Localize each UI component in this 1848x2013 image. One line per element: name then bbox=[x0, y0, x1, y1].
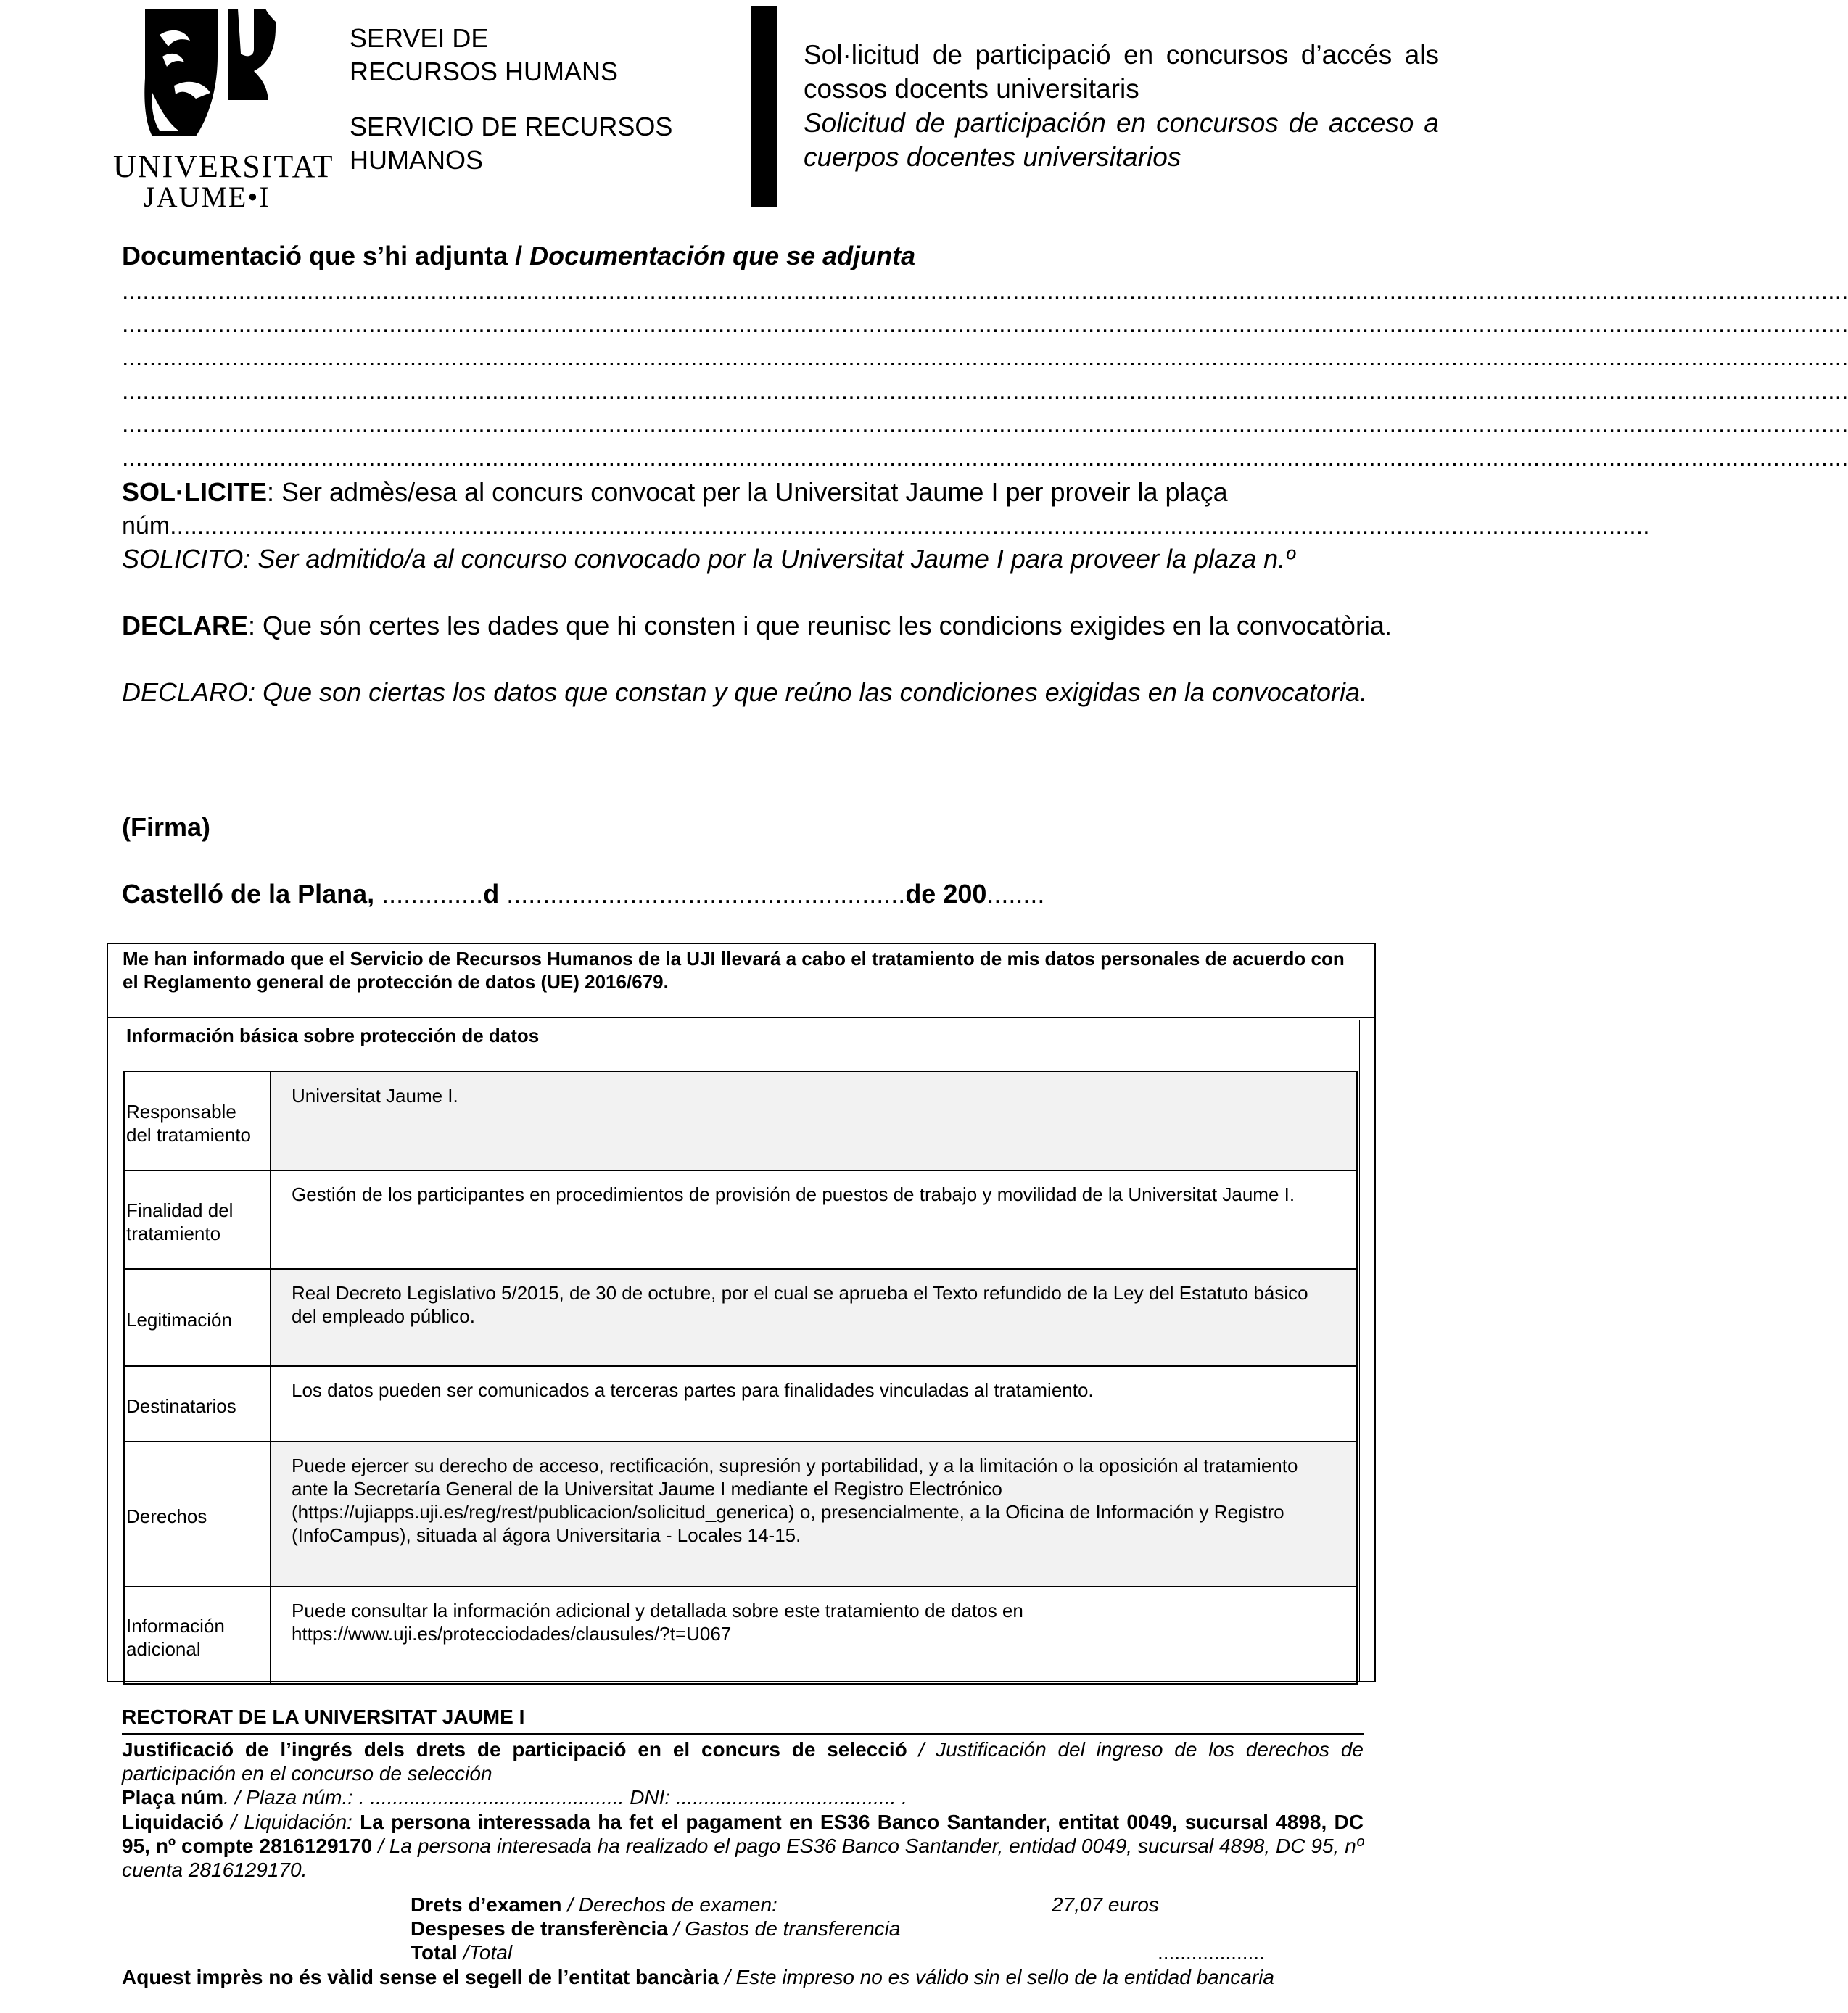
plaza-label-es: . / Plaza núm.: . ............................................. DNI: ....................................... . bbox=[223, 1786, 907, 1809]
row-label: Responsable del tratamiento bbox=[124, 1072, 271, 1170]
transfer-fees-ca: Despeses de transferència bbox=[411, 1917, 668, 1940]
plaza-number-line[interactable]: núm........................................................................................................................................................................................................................ bbox=[122, 512, 1650, 540]
row-label: Destinatarios bbox=[124, 1366, 271, 1442]
documentation-line[interactable]: ............................................................................................................................................................................................................................................................ bbox=[122, 344, 1848, 371]
table-row bbox=[124, 1442, 1357, 1587]
row-label: Información adicional bbox=[124, 1587, 271, 1684]
justification-es: / Justificación del ingreso de los derechos de participación en el concurso de selección bbox=[122, 1738, 1364, 1785]
num-label: núm. bbox=[122, 512, 177, 540]
documentation-heading bbox=[122, 239, 1439, 273]
row-value: Universitat Jaume I. bbox=[271, 1072, 1357, 1170]
month-field[interactable]: ....................................................... bbox=[506, 879, 906, 909]
year-field[interactable]: ........ bbox=[986, 879, 1045, 909]
header-divider-bar bbox=[751, 6, 777, 207]
table-row bbox=[124, 1366, 1357, 1442]
request-ca bbox=[122, 476, 1439, 509]
signature-label: (Firma) bbox=[122, 812, 211, 842]
row-label: Derechos bbox=[124, 1442, 271, 1587]
sol-text: : Ser admès/esa al concurs convocat per la Universitat Jaume I per proveir la plaça bbox=[267, 477, 1228, 507]
rectorat-divider bbox=[122, 1733, 1364, 1735]
plaza-label-ca: Plaça núm bbox=[122, 1786, 224, 1809]
service-name-es-1: SERVICIO DE RECURSOS bbox=[350, 112, 673, 141]
transfer-fees-row bbox=[411, 1917, 1353, 1940]
documentation-line[interactable]: ............................................................................................................................................................................................................................................................ bbox=[122, 444, 1848, 471]
sol-label: SOL·LICITE bbox=[122, 477, 267, 507]
row-value: Puede consultar la información adicional y detallada sobre este tratamiento de datos en https://www.uji.es/protecciodades/clausules/?t=U067 bbox=[271, 1587, 1357, 1684]
row-label: Legitimación bbox=[124, 1269, 271, 1366]
fees-block bbox=[411, 1893, 1353, 1964]
exam-fees-ca: Drets d’examen bbox=[411, 1893, 562, 1916]
liquidation-es: / La persona interesada ha realizado el pago ES36 Banco Santander, entidad 0049, sucursal 4898, DC 95, nº cuenta 2816129170. bbox=[122, 1835, 1364, 1881]
row-value: Los datos pueden ser comunicados a terceras partes para finalidades vinculadas al tratamiento. bbox=[271, 1366, 1357, 1442]
service-name bbox=[350, 22, 741, 177]
liquidation-ca: La persona interessada ha fet el pagament en ES36 Banco Santander, entitat 0049, sucursal 4898, DC 95, nº compte 2816129170 bbox=[122, 1811, 1364, 1857]
document-title-es: Solicitud de participación en concursos de acceso a cuerpos docentes universitarios bbox=[804, 108, 1439, 172]
row-value: Gestión de los participantes en procedimientos de provisión de puestos de trabajo y movilidad de la Universitat Jaume I. bbox=[271, 1170, 1357, 1269]
total-ca: Total bbox=[411, 1941, 458, 1964]
exam-fees-row bbox=[411, 1893, 1353, 1917]
liquidation-label-es: / Liquidación: bbox=[223, 1811, 360, 1833]
declare-es: DECLARO: Que son ciertas los datos que constan y que reúno las condiciones exigidas en la convocatoria. bbox=[122, 677, 1367, 707]
year-label: de 200 bbox=[905, 879, 987, 909]
place-date-line bbox=[122, 877, 1439, 911]
documentation-line[interactable]: ............................................................................................................................................................................................................................................................ bbox=[122, 277, 1848, 305]
validity-note bbox=[122, 1965, 1364, 1989]
total-field[interactable]: ................... bbox=[1158, 1941, 1265, 1964]
data-protection-panel bbox=[123, 1020, 1360, 1681]
service-name-es-2: HUMANOS bbox=[350, 145, 484, 175]
data-protection-heading: Información básica sobre protección de datos bbox=[126, 1025, 540, 1046]
day-field[interactable]: .............. bbox=[381, 879, 484, 909]
service-name-ca-2: RECURSOS HUMANS bbox=[350, 57, 619, 86]
data-protection-intro: Me han informado que el Servicio de Recursos Humanos de la UJI llevará a cabo el tratamiento de mis datos personales de acuerdo con el Reglamento general de protección de datos (UE) 2016/679. bbox=[123, 948, 1345, 993]
declare-ca bbox=[122, 609, 1439, 642]
data-protection-box bbox=[107, 943, 1376, 1682]
document-title bbox=[804, 38, 1439, 174]
logo-text-line1: UNIVERSITAT bbox=[113, 149, 334, 184]
service-name-ca-1: SERVEI DE bbox=[350, 23, 489, 53]
row-label: Finalidad del tratamiento bbox=[124, 1170, 271, 1269]
table-row bbox=[124, 1269, 1357, 1366]
documentation-heading-es: Documentación que se adjunta bbox=[529, 241, 916, 270]
total-row bbox=[411, 1940, 1353, 1964]
documentation-line[interactable]: ............................................................................................................................................................................................................................................................ bbox=[122, 377, 1848, 405]
declare-label: DECLARE bbox=[122, 611, 249, 640]
university-logo bbox=[109, 6, 334, 213]
validity-ca: Aquest imprès no és vàlid sense el segell de l’entitat bancària bbox=[122, 1966, 719, 1988]
day-label: d bbox=[483, 879, 500, 909]
plaza-dni-line bbox=[122, 1785, 1364, 1809]
transfer-fees-es: / Gastos de transferencia bbox=[667, 1917, 901, 1940]
liquidation-text bbox=[122, 1810, 1364, 1882]
documentation-heading-ca: Documentació que s’hi adjunta / bbox=[122, 241, 530, 270]
table-row bbox=[124, 1587, 1357, 1684]
document-title-ca: Sol·licitud de participació en concursos d’accés als cossos docents universitaris bbox=[804, 40, 1439, 104]
exam-fees-es: / Derechos de examen: bbox=[561, 1893, 777, 1916]
table-row bbox=[124, 1170, 1357, 1269]
declare-text: : Que són certes les dades que hi consten i que reunisc les condicions exigides en la convocatòria. bbox=[248, 611, 1392, 640]
rectorat-title: RECTORAT DE LA UNIVERSITAT JAUME I bbox=[122, 1706, 525, 1728]
row-value: Puede ejercer su derecho de acceso, rectificación, supresión y portabilidad, y a la limitación o la oposición al tratamiento ante la Secretaría General de la Universitat Jaume I mediante el Registro Electrónico (https://ujiapps.uji.es/reg/rest/publicacion/solicitud_generica) o, presencialmente, a la Oficina de Información y Registro (InfoCampus), situada al ágora Universitaria - Locales 14-15. bbox=[271, 1442, 1357, 1587]
data-protection-table bbox=[123, 1071, 1358, 1685]
table-row bbox=[124, 1072, 1357, 1170]
justification-text bbox=[122, 1737, 1364, 1785]
liquidation-label-ca: Liquidació bbox=[122, 1811, 223, 1833]
documentation-line[interactable]: ............................................................................................................................................................................................................................................................ bbox=[122, 310, 1848, 338]
request-es: SOLICITO: Ser admitido/a al concurso convocado por la Universitat Jaume I para proveer la plaza n.º bbox=[122, 544, 1295, 574]
exam-fees-amount: 27,07 euros bbox=[1052, 1893, 1159, 1916]
logo-text-line2: JAUME•I bbox=[144, 181, 271, 213]
place-label: Castelló de la Plana, bbox=[122, 879, 375, 909]
documentation-line[interactable]: ............................................................................................................................................................................................................................................................ bbox=[122, 410, 1848, 438]
justification-ca: Justificació de l’ingrés dels drets de participació en el concurs de selecció bbox=[122, 1738, 907, 1761]
validity-es: / Este impreso no es válido sin el sello de la entidad bancaria bbox=[719, 1966, 1274, 1988]
row-value: Real Decreto Legislativo 5/2015, de 30 de octubre, por el cual se aprueba el Texto refundido de la Ley del Estatuto básico del empleado público. bbox=[271, 1269, 1357, 1366]
total-es: /Total bbox=[457, 1941, 513, 1964]
data-protection-divider bbox=[108, 1017, 1374, 1018]
